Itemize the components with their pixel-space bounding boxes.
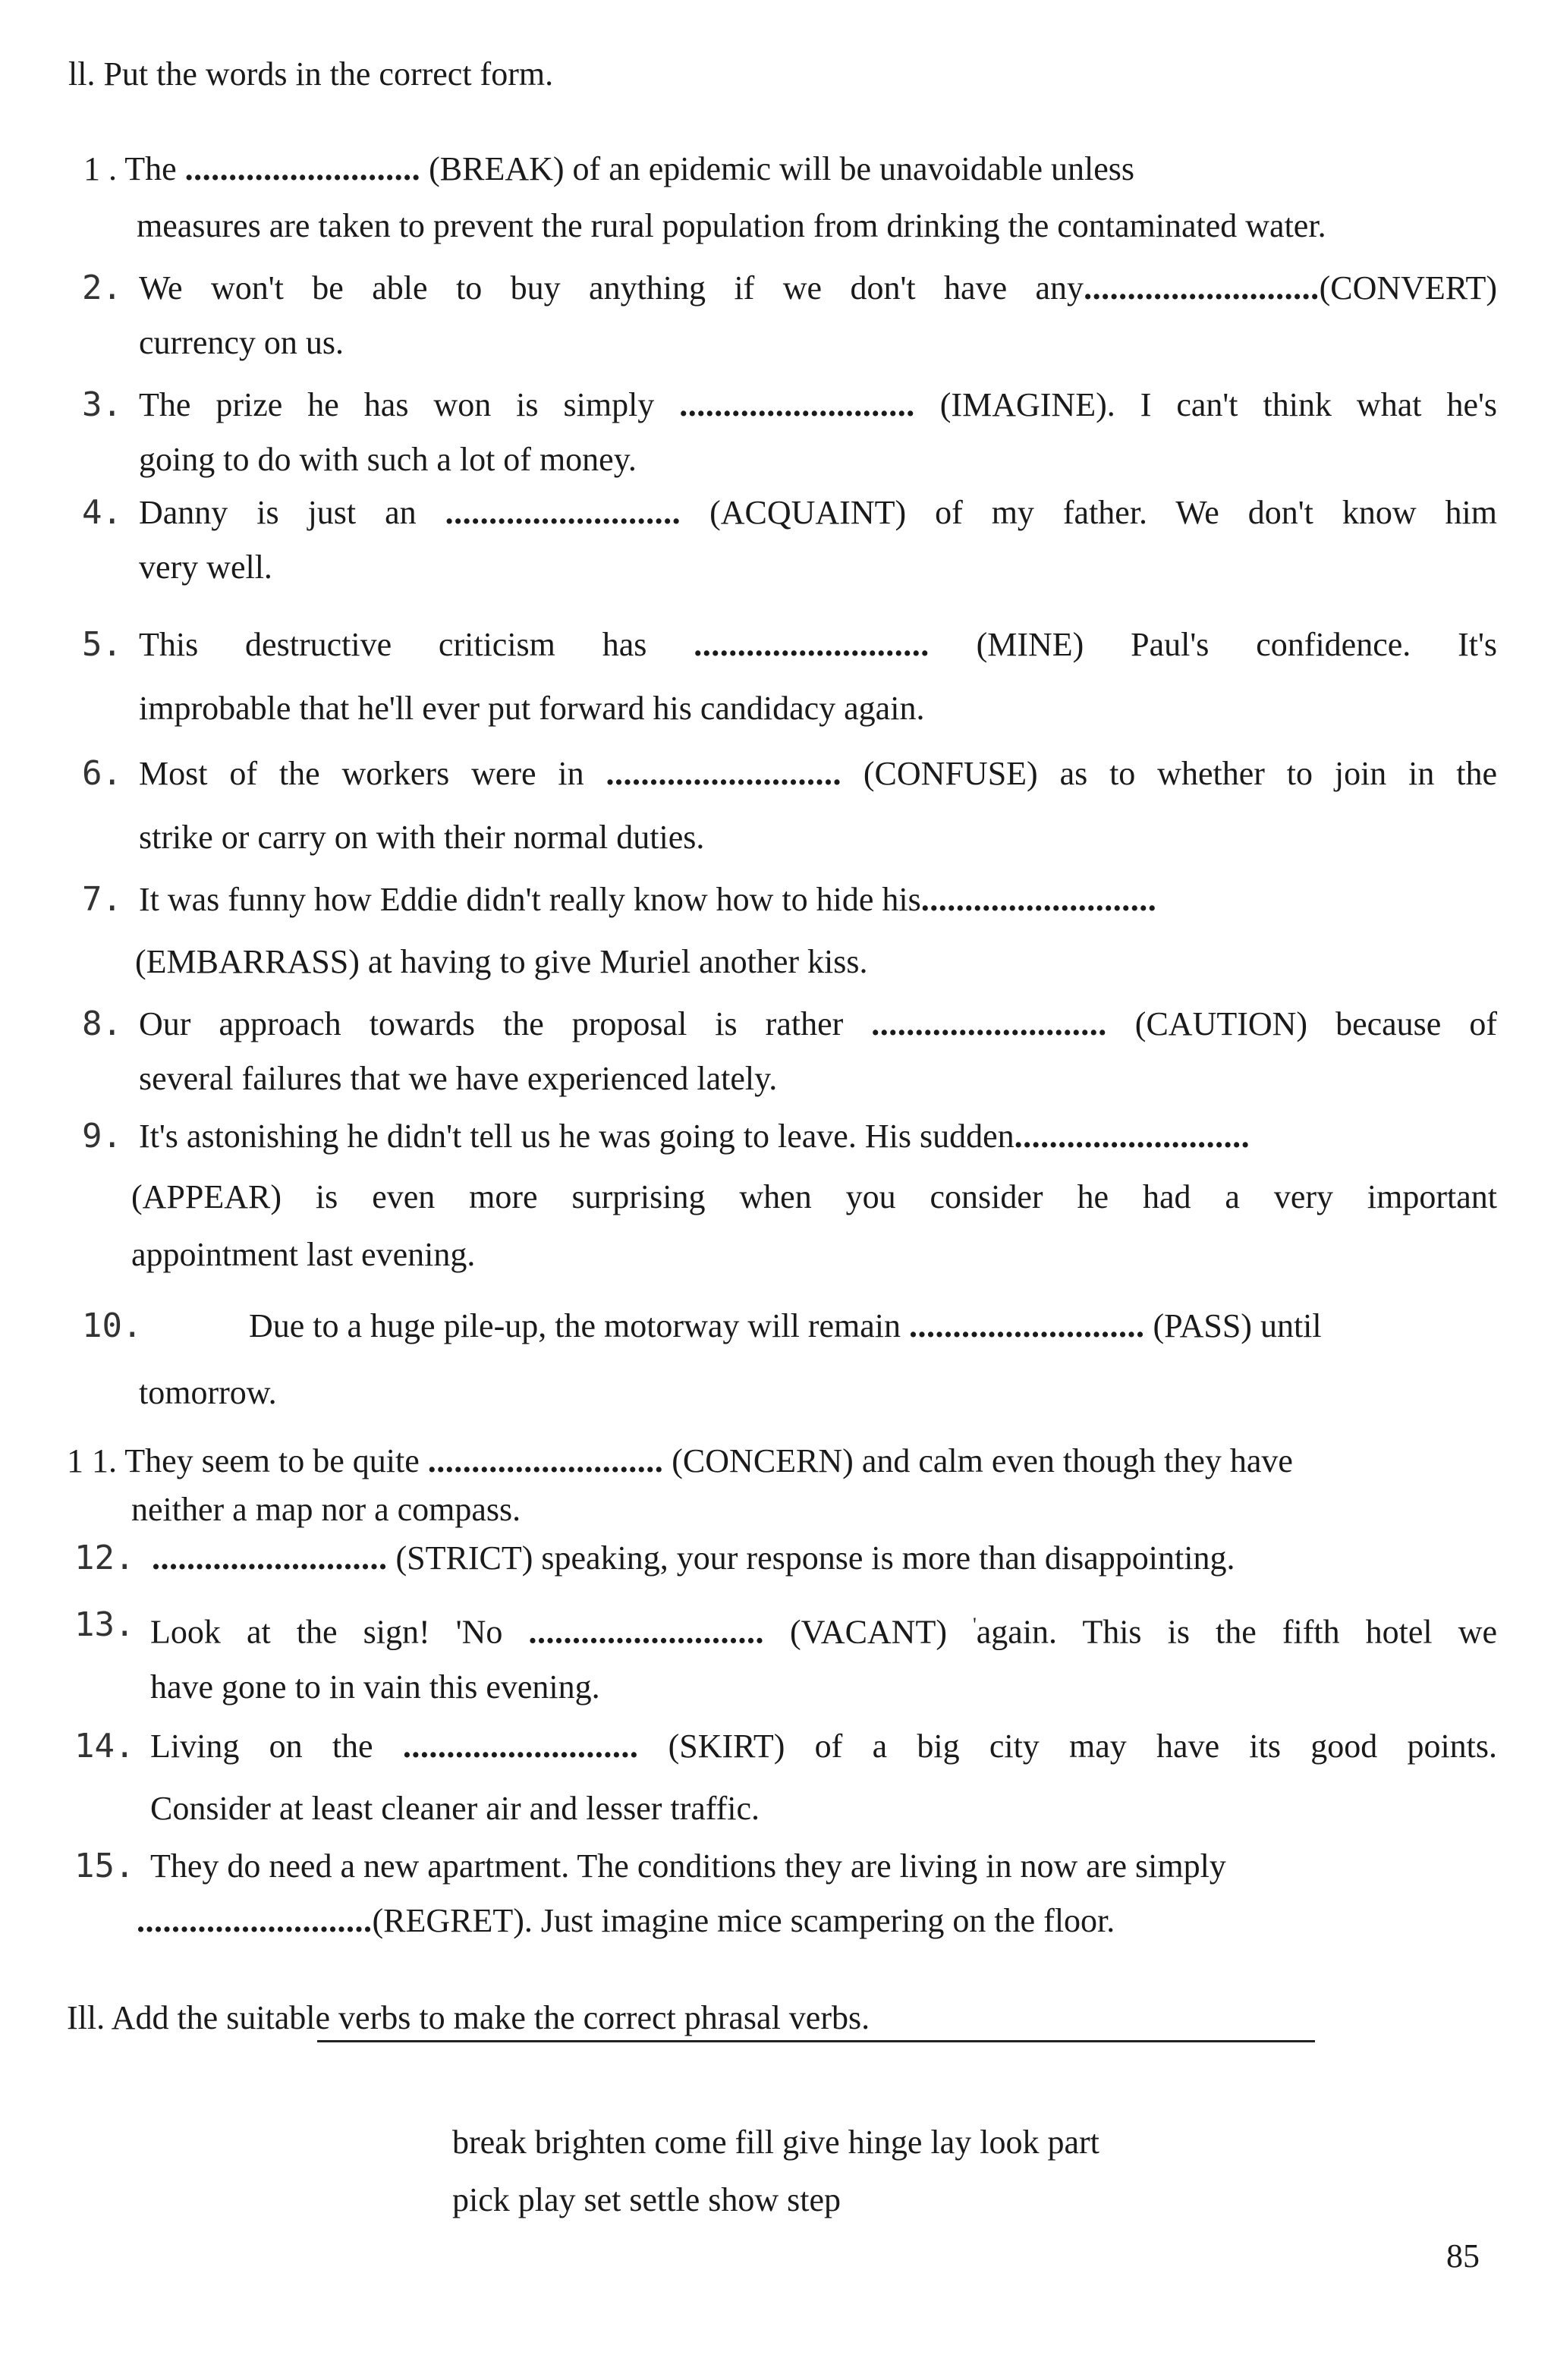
item-text: Our approach towards the proposal is rather	[139, 1005, 844, 1042]
item-text: (PASS) until	[1153, 1307, 1322, 1344]
heading-underline	[317, 2040, 1315, 2042]
item-number: 3.	[82, 385, 122, 424]
item-text: This destructive criticism has	[139, 626, 647, 663]
answer-blank[interactable]: ...........................	[694, 626, 930, 663]
exercise-item-3	[139, 384, 1497, 426]
exercise-item-4	[139, 492, 1497, 534]
item-13-continuation: have gone to in vain this evening.	[150, 1668, 600, 1706]
item-text: (BREAK) of an epidemic will be unavoidable unless	[429, 150, 1135, 187]
item-text: The	[124, 150, 177, 187]
page-number: 85	[1446, 2237, 1480, 2275]
item-6-continuation: strike or carry on with their normal duties.	[139, 819, 705, 856]
answer-blank[interactable]: ...........................	[606, 755, 842, 792]
item-number: 10.	[82, 1306, 143, 1345]
exercise-item-15: They do need a new apartment. The conditions they are living in now are simply	[150, 1847, 1226, 1885]
exercise-item-10	[249, 1305, 1322, 1347]
answer-blank[interactable]: ...........................	[920, 881, 1157, 918]
item-number: 15.	[74, 1847, 135, 1885]
word-box-line-1: break brighten come fill give hinge lay look part	[452, 2124, 1099, 2161]
exercise-item-14	[150, 1725, 1497, 1768]
item-text: They seem to be quite	[124, 1442, 420, 1479]
item-2-continuation: currency on us.	[139, 324, 344, 361]
answer-blank[interactable]: ...........................	[152, 1539, 388, 1577]
item-1-continuation: measures are taken to prevent the rural population from drinking the contaminated water.	[137, 207, 1326, 244]
exercise-item-6	[139, 753, 1497, 795]
item-number: 2.	[82, 269, 122, 307]
item-text: (VACANT)	[790, 1613, 947, 1651]
exercise-item-1	[83, 148, 1134, 190]
item-text: (SKIRT) of a big city may have its good points.	[668, 1728, 1498, 1765]
word-box-line-2: pick play set settle show step	[452, 2181, 841, 2218]
item-number: 4.	[82, 493, 122, 532]
item-text: (IMAGINE). I can't think what he's	[939, 386, 1498, 423]
answer-blank[interactable]: ...........................	[909, 1307, 1145, 1344]
item-text: Living on the	[150, 1728, 373, 1765]
item-text: (STRICT) speaking, your response is more than disappointing.	[395, 1539, 1235, 1577]
exercise-item-11	[67, 1440, 1293, 1482]
answer-blank[interactable]: ...........................	[137, 1902, 373, 1939]
item-number: 13.	[74, 1605, 135, 1644]
answer-blank[interactable]: ...........................	[445, 494, 681, 531]
section-2-heading: ll. Put the words in the correct form.	[68, 55, 554, 93]
item-number: 1 .	[83, 150, 117, 187]
item-number: 14.	[74, 1727, 135, 1765]
exercise-item-12	[152, 1537, 1235, 1580]
item-text: (CONCERN) and calm even though they have	[672, 1442, 1293, 1479]
exercise-item-7	[139, 879, 1156, 921]
answer-blank[interactable]: ...........................	[427, 1442, 664, 1479]
item-text: (ACQUAINT) of my father. We don't know him	[709, 494, 1498, 531]
answer-blank[interactable]: ...........................	[679, 386, 915, 423]
item-5-continuation: improbable that he'll ever put forward his candidacy again.	[139, 690, 925, 727]
item-number: 8.	[82, 1005, 122, 1043]
item-3-continuation: going to do with such a lot of money.	[139, 441, 637, 478]
item-text: (CAUTION) because of	[1134, 1005, 1497, 1042]
item-7-continuation: (EMBARRASS) at having to give Muriel another kiss.	[135, 943, 868, 980]
item-text: Look at the sign! 'No	[150, 1613, 503, 1651]
item-text: (MINE) Paul's confidence. It's	[976, 626, 1498, 663]
item-text: We won't be able to buy anything if we don't have any	[139, 269, 1084, 307]
item-number: 7.	[82, 880, 122, 919]
exercise-item-9	[139, 1115, 1250, 1158]
item-text: Danny is just an	[139, 494, 417, 531]
item-text: It was funny how Eddie didn't really know how to hide his	[139, 881, 921, 918]
answer-blank[interactable]: ...........................	[528, 1613, 764, 1651]
item-number: 6.	[82, 754, 122, 793]
answer-blank[interactable]: ...........................	[1014, 1118, 1250, 1155]
item-9-continuation-2: appointment last evening.	[131, 1236, 476, 1273]
item-number: 5.	[82, 625, 122, 664]
exercise-item-5	[139, 624, 1497, 666]
item-11-continuation: neither a map nor a compass.	[131, 1491, 521, 1528]
exercise-item-2	[139, 267, 1497, 310]
item-9-continuation: (APPEAR) is even more surprising when you consider he had a very important	[131, 1178, 1497, 1215]
item-number: 12.	[74, 1539, 135, 1577]
item-text: Most of the workers were in	[139, 755, 584, 792]
item-text: (CONVERT)	[1319, 269, 1497, 307]
item-text: (REGRET). Just imagine mice scampering on the floor.	[372, 1902, 1115, 1939]
item-text: again. This is the fifth hotel we	[976, 1613, 1498, 1651]
item-number: 9.	[82, 1117, 122, 1155]
exercise-item-13	[150, 1604, 1497, 1654]
item-text: It's astonishing he didn't tell us he was going to leave. His sudden	[139, 1118, 1015, 1155]
item-4-continuation: very well.	[139, 549, 272, 586]
section-3-heading: Ill. Add the suitable verbs to make the correct phrasal verbs.	[67, 1999, 870, 2036]
answer-blank[interactable]: ...........................	[1084, 269, 1320, 307]
item-15-continuation	[137, 1900, 1115, 1942]
item-text: The prize he has won is simply	[139, 386, 655, 423]
answer-blank[interactable]: ...........................	[184, 150, 421, 187]
item-text: (CONFUSE) as to whether to join in the	[863, 755, 1498, 792]
footnote-mark: '	[973, 1614, 977, 1636]
item-14-continuation: Consider at least cleaner air and lesser traffic.	[150, 1790, 760, 1827]
item-10-continuation: tomorrow.	[139, 1374, 277, 1411]
item-text: Due to a huge pile-up, the motorway will remain	[249, 1307, 901, 1344]
item-8-continuation: several failures that we have experienced lately.	[139, 1060, 778, 1097]
answer-blank[interactable]: ...........................	[871, 1005, 1107, 1042]
item-number: 1 1.	[67, 1442, 117, 1479]
exercise-item-8	[139, 1003, 1497, 1045]
answer-blank[interactable]: ...........................	[402, 1728, 639, 1765]
